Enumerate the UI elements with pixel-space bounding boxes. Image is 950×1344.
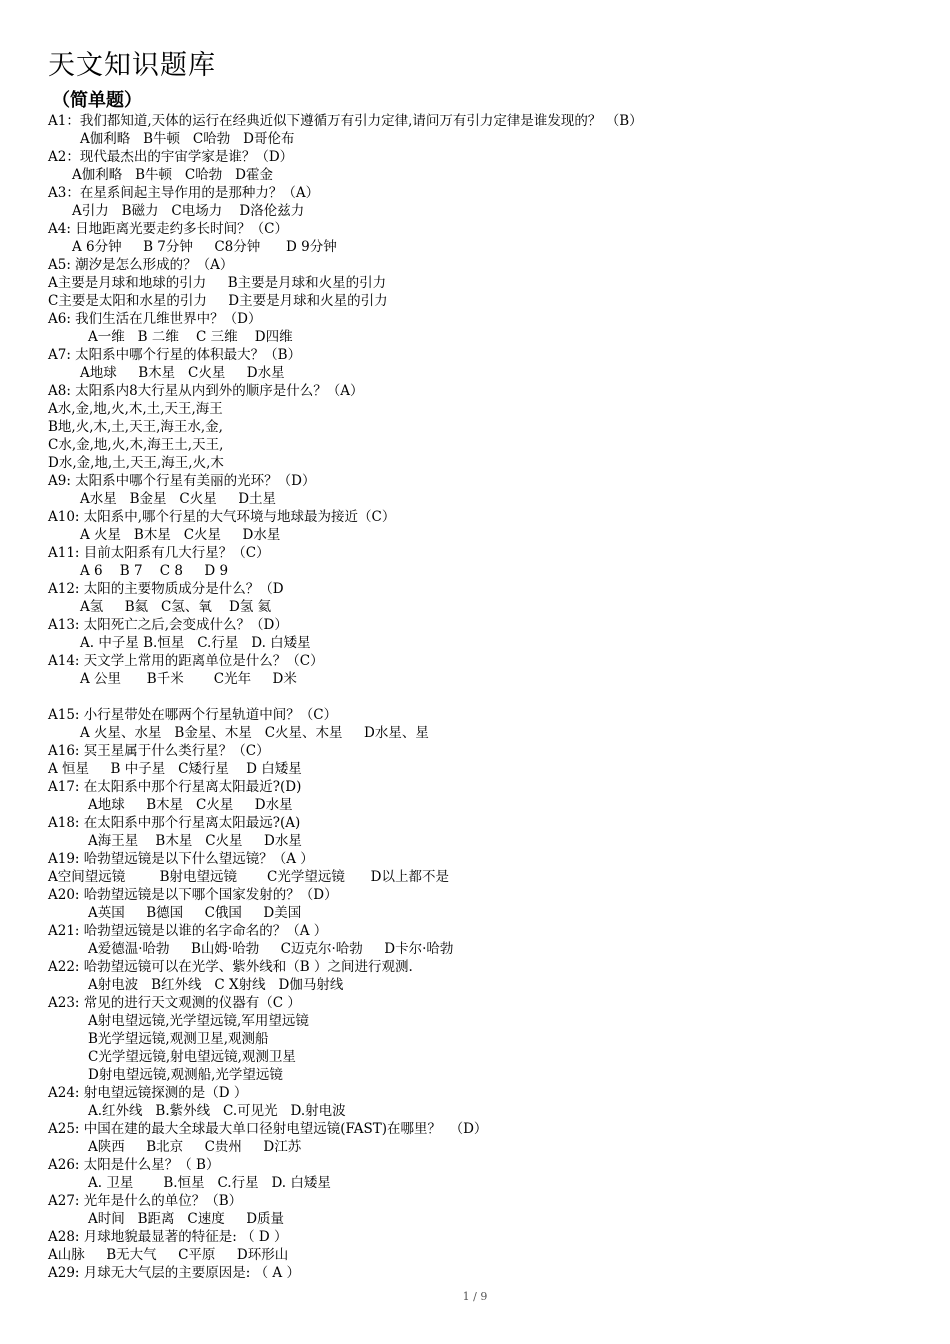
question-line: A12: 太阳的主要物质成分是什么？（D (48, 581, 284, 597)
question-list (48, 112, 908, 1282)
options-line: D射电望远镜,观测船,光学望远镜 (88, 1067, 283, 1083)
document-subtitle: （简单题） (52, 90, 142, 111)
blank-line (48, 688, 908, 706)
options-line: A氢 B氦 C氢、氧 D氢 氦 (80, 599, 272, 615)
question-line: A8: 太阳系内8大行星从内到外的顺序是什么？（A） (48, 383, 364, 399)
options-line: A 恒星 B 中子星 C矮行星 D 白矮星 (48, 761, 302, 777)
question-line: A24: 射电望远镜探测的是（D ） (48, 1085, 248, 1101)
question-line: A18: 在太阳系中那个行星离太阳最远?(A) (48, 815, 301, 831)
options-line: A山脉 B无大气 C平原 D环形山 (48, 1247, 289, 1263)
options-line: A 火星、水星 B金星、木星 C火星、木星 D水星、星 (80, 725, 429, 741)
question-line: A25: 中国在建的最大全球最大单口径射电望远镜(FAST)在哪里？ （D） (48, 1121, 488, 1137)
question-line: A9: 太阳系中哪个行星有美丽的光环？（D） (48, 473, 316, 489)
options-line: A英国 B德国 C俄国 D美国 (88, 905, 302, 921)
options-line: C主要是太阳和水星的引力 D主要是月球和火星的引力 (48, 293, 388, 309)
options-line: A. 卫星 B.恒星 C.行星 D. 白矮星 (88, 1175, 331, 1191)
question-line: A20: 哈勃望远镜是以下哪个国家发射的？（D） (48, 887, 338, 903)
options-line: A 6分钟 B 7分钟 C8分钟 D 9分钟 (72, 239, 337, 255)
options-line: A引力 B磁力 C电场力 D洛伦兹力 (72, 203, 305, 219)
options-line: A爱德温·哈勃 B山姆·哈勃 C迈克尔·哈勃 D卡尔·哈勃 (88, 941, 454, 957)
options-line: A一维 B 二维 C 三维 D四维 (88, 329, 293, 345)
options-line: A伽利略 B牛顿 C哈勃 D霍金 (72, 167, 273, 183)
options-line: A陕西 B北京 C贵州 D江苏 (88, 1139, 302, 1155)
options-line: A海王星 B木星 C火星 D水星 (88, 833, 302, 849)
options-line: A 公里 B千米 C光年 D米 (80, 671, 297, 687)
question-line: A1：我们都知道,天体的运行在经典近似下遵循万有引力定律,请问万有引力定律是谁发现的？ （B） (48, 113, 643, 129)
document-title: 天文知识题库 (48, 50, 216, 81)
question-line: A14: 天文学上常用的距离单位是什么？（C） (48, 653, 324, 669)
question-line: A3：在星系间起主导作用的是那种力？（A） (48, 185, 320, 201)
options-line: A. 中子星 B.恒星 C.行星 D. 白矮星 (80, 635, 311, 651)
options-line: A.红外线 B.紫外线 C.可见光 D.射电波 (88, 1103, 346, 1119)
question-line: A10: 太阳系中,哪个行星的大气环境与地球最为接近（C） (48, 509, 396, 525)
question-line: A15: 小行星带处在哪两个行星轨道中间？（C） (48, 707, 338, 723)
question-line: A4: 日地距离光要走约多长时间？（C） (48, 221, 289, 237)
question-line: A11: 目前太阳系有几大行星？（C） (48, 545, 270, 561)
options-line: A地球 B木星 C火星 D水星 (88, 797, 293, 813)
options-line: C水,金,地,火,木,海王土,天王, (48, 437, 224, 453)
page-number: 1 / 9 (462, 1290, 488, 1303)
question-line: A29: 月球无大气层的主要原因是: （ A ） (48, 1265, 300, 1281)
options-line: A射电波 B红外线 C X射线 D伽马射线 (88, 977, 344, 993)
options-line: A主要是月球和地球的引力 B主要是月球和火星的引力 (48, 275, 387, 291)
question-line: A5: 潮汐是怎么形成的？（A） (48, 257, 234, 273)
question-line: A22: 哈勃望远镜可以在光学、紫外线和（B ）之间进行观测. (48, 959, 413, 975)
question-line: A26: 太阳是什么星？（ B） (48, 1157, 220, 1173)
options-line: A空间望远镜 B射电望远镜 C光学望远镜 D以上都不是 (48, 869, 449, 885)
options-line: D水,金,地,土,天王,海王,火,木 (48, 455, 224, 471)
question-line: A16: 冥王星属于什么类行星？（C） (48, 743, 270, 759)
options-line: B地,火,木,土,天王,海王水,金, (48, 419, 223, 435)
options-line: A 6 B 7 C 8 D 9 (80, 563, 229, 579)
question-line: A17: 在太阳系中那个行星离太阳最近?(D) (48, 779, 302, 795)
question-line: A23: 常见的进行天文观测的仪器有（C ） (48, 995, 301, 1011)
options-line: A伽利略 B牛顿 C哈勃 D哥伦布 (80, 131, 295, 147)
question-line: A27: 光年是什么的单位？（B） (48, 1193, 243, 1209)
options-line: C光学望远镜,射电望远镜,观测卫星 (88, 1049, 296, 1065)
question-line: A13: 太阳死亡之后,会变成什么？（D） (48, 617, 288, 633)
options-line: A水星 B金星 C火星 D土星 (80, 491, 277, 507)
options-line: A 火星 B木星 C火星 D水星 (80, 527, 281, 543)
question-line: A19: 哈勃望远镜是以下什么望远镜？（A ） (48, 851, 314, 867)
question-line: A21: 哈勃望远镜是以谁的名字命名的？（A ） (48, 923, 328, 939)
options-line: A时间 B距离 C速度 D质量 (88, 1211, 285, 1227)
question-line: A2：现代最杰出的宇宙学家是谁？（D） (48, 149, 294, 165)
question-line: A28: 月球地貌最显著的特征是: （ D ） (48, 1229, 288, 1245)
question-line: A6: 我们生活在几维世界中？（D） (48, 311, 262, 327)
options-line: A射电望远镜,光学望远镜,军用望远镜 (88, 1013, 309, 1029)
options-line: A地球 B木星 C火星 D水星 (80, 365, 285, 381)
question-line: A7: 太阳系中哪个行星的体积最大？（B） (48, 347, 302, 363)
options-line: A水,金,地,火,木,土,天王,海王 (48, 401, 223, 417)
options-line: B光学望远镜,观测卫星,观测船 (88, 1031, 269, 1047)
